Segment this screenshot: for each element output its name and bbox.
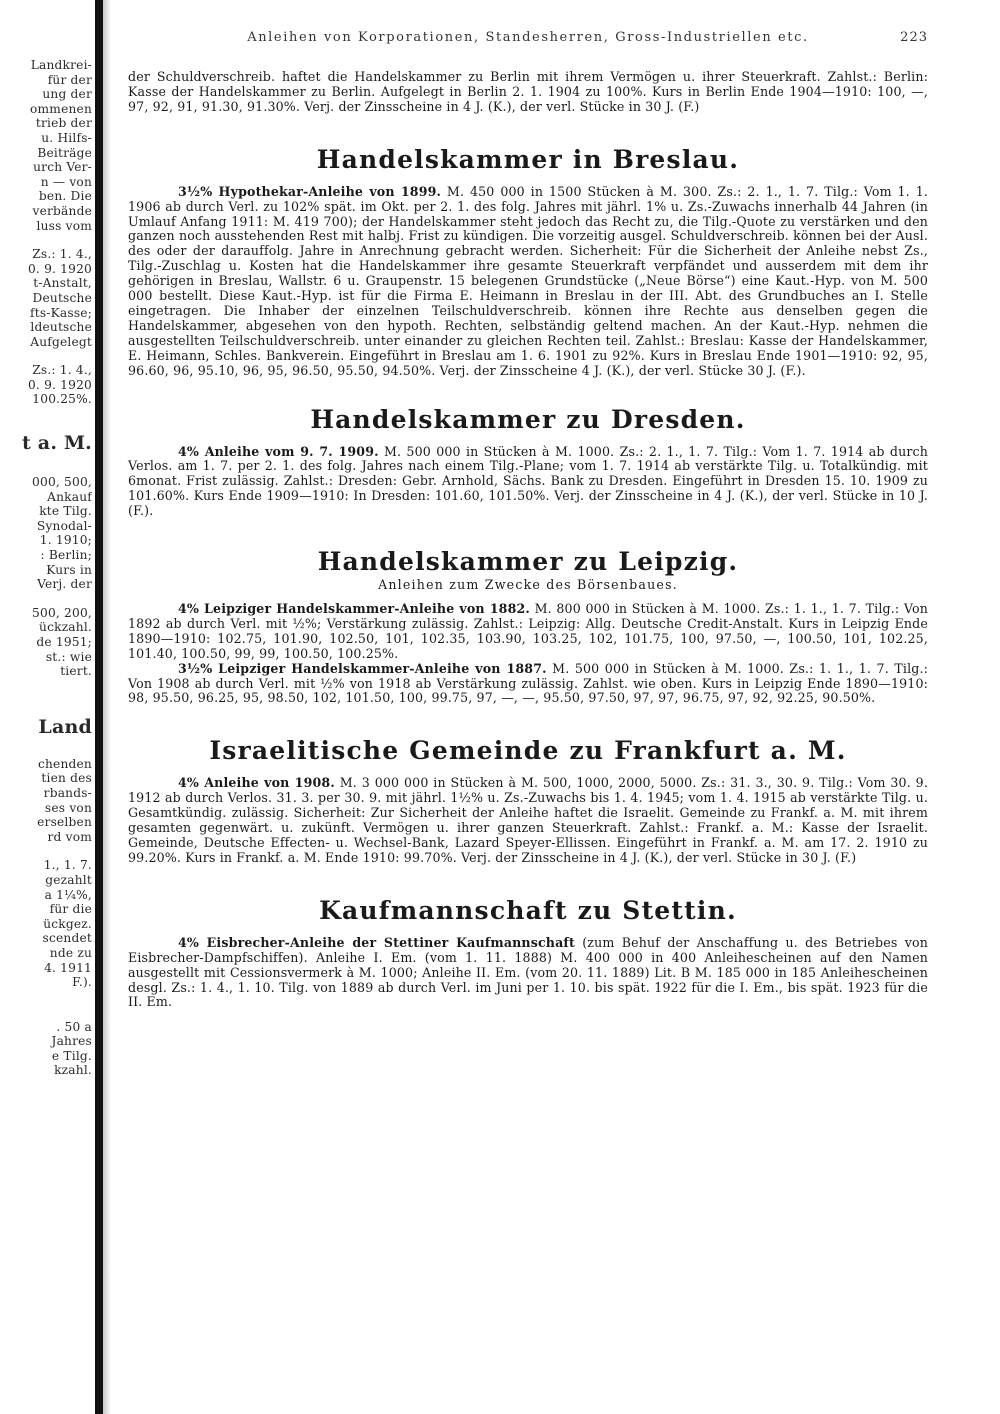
prev-col-line: 000, 500, — [32, 475, 92, 490]
prev-col-block — [0, 1020, 92, 1078]
prev-col-line: ückgez. — [43, 916, 92, 931]
entry-text: (zum Behuf der Anschaffung u. des Betriebes von Eisbrecher-Dampfschiffen). Anleihe I. Em. (vom 1. 11. 1888) M. 400 000 in 400 Anleihescheinen auf den Namen ausgestellt mit Cessionsvermerk à M. 1000; Anleihe II. Em. (vom 20. 11. 1889) Lit. B M. 185 000 in 185 Anleihescheinen desgl. Zs.: 1. 4., 1. 10. Tilg. von 1889 ab durch Verl. im Juni per 1. 10. bis spät. 1922 für die I. Em., bis spät. 1923 für die II. Em. — [128, 934, 928, 1010]
prev-col-heading: Land — [38, 715, 92, 738]
section-heading: Israelitische Gemeinde zu Frankfurt a. M. — [209, 736, 847, 766]
prev-col-line: Zs.: 1. 4., — [32, 247, 92, 262]
prev-col-line: urch Ver- — [33, 160, 92, 175]
main-column — [128, 30, 928, 1010]
prev-col-line: 1., 1. 7. — [43, 858, 92, 873]
prev-col-line: fts-Kasse; — [30, 305, 92, 320]
prev-col-line: ldeutsche — [30, 320, 92, 335]
prev-col-block — [0, 247, 92, 349]
prev-col-line: kzahl. — [54, 1063, 92, 1078]
prev-col-line: F.). — [72, 975, 92, 990]
prev-col-line: Landkrei- — [30, 58, 92, 72]
prev-col-block — [0, 757, 92, 845]
prev-col-line: n — von — [40, 174, 92, 189]
prev-col-block — [0, 363, 92, 407]
prev-col-line: Verj. der — [37, 577, 92, 592]
prev-col-line: 500, 200, — [32, 605, 92, 620]
binding-gutter — [95, 0, 103, 1414]
entry-lead: 3½% Hypothekar-Anleihe von 1899. — [178, 183, 442, 199]
prev-col-line: ung der — [42, 87, 92, 102]
previous-page-column — [0, 58, 92, 1414]
entry-paragraph — [128, 776, 928, 865]
prev-col-line: t-Anstalt, — [33, 276, 92, 291]
section-heading: Handelskammer in Breslau. — [316, 144, 740, 174]
gutter-shadow — [103, 0, 111, 1414]
prev-col-line: rd vom — [47, 829, 92, 844]
section-heading: Handelskammer zu Dresden. — [310, 404, 746, 434]
entry-text: M. 500 000 in Stücken à M. 1000. Zs.: 2. 1., 1. 7. Tilg.: Vom 1. 7. 1914 ab durch Verlos. am 1. 7. per 2. 1. des folg. Jahres nach einem Tilg.-Plane; vom 1. 7. 1914 ab verstärkte Tilg. u. Totalkündig. mit 6monat. Frist zulässig. Zahlst.: Dresden: Gebr. Arnhold, Sächs. Bank zu Dresden. Eingeführt in Dresden 15. 10. 1909 zu 101.60%. Kurs Ende 1909—1910: In Dresden: 101.60, 101.50%. Verj. der Zinsscheine in 4 J. (K.), der verl. Stücke in 10 J. (F.). — [128, 443, 928, 519]
prev-col-block — [0, 58, 92, 233]
prev-col-line: Deutsche — [32, 290, 92, 305]
prev-col-line: Zs.: 1. 4., — [32, 363, 92, 378]
prev-col-line: 100.25%. — [32, 392, 92, 407]
sections-container — [128, 115, 928, 1011]
intro-paragraph: der Schuldverschreib. haftet die Handelskammer zu Berlin mit ihrem Vermögen u. ihrer Steuerkraft. Zahlst.: Berlin: Kasse der Handelskammer zu Berlin. Aufgelegt in Berlin 2. 1. 1904 zu 100%. Kurs in Berlin Ende 1904—1910: 100, —, 97, 92, 91, 91.30, 91.30%. Verj. der Zinsscheine in 4 J. (K.), der verl. Stücke in 30 J. (F.) — [128, 69, 928, 114]
prev-col-line: 4. 1911 — [44, 960, 92, 975]
prev-col-block — [0, 606, 92, 679]
entry-lead: 4% Anleihe von 1908. — [178, 775, 335, 791]
prev-col-line: e Tilg. — [51, 1048, 92, 1063]
entry-paragraph — [128, 662, 928, 707]
prev-col-line: Ankauf — [47, 489, 92, 504]
section-heading: Kaufmannschaft zu Stettin. — [319, 895, 737, 925]
prev-col-heading: t a. M. — [22, 432, 92, 455]
prev-col-line: kte Tilg. — [39, 504, 92, 519]
prev-col-block — [0, 858, 92, 989]
entry-paragraph — [128, 936, 928, 1011]
prev-col-line: trieb der — [35, 116, 92, 131]
prev-col-line: luss vom — [36, 218, 92, 233]
prev-col-line: ückzahl. — [39, 620, 92, 635]
prev-col-line: 0. 9. 1920 — [27, 261, 92, 276]
prev-col-line: gezahlt — [45, 872, 92, 887]
prev-col-line: 1. 1910; — [39, 533, 92, 548]
prev-col-line: für der — [47, 72, 92, 87]
entry-paragraph — [128, 602, 928, 662]
entry-paragraph — [128, 445, 928, 520]
entry-lead: 3½% Leipziger Handelskammer-Anleihe von 1887. — [178, 660, 547, 676]
prev-col-line: Aufgelegt — [30, 334, 92, 349]
prev-col-line: Kurs in — [46, 562, 92, 577]
page-number: 223 — [900, 30, 928, 45]
entry-text: M. 800 000 in Stücken à M. 1000. Zs.: 1. 1., 1. 7. Tilg.: Von 1892 ab durch Verl. mit ½%; Verstärkung zulässig. Zahlst.: Leipzig: Allg. Deutsche Credit-Anstalt. Kurs in Leipzig Ende 1890—1910: 102.75, 101.90, 102.50, 101, 102.35, 103.90, 103.25, 102, 101.75, 100, 97.50, —, 100.50, 101, 102.25, 101.40, 100.50, 99, 99, 100.50, 100.25%. — [128, 601, 928, 661]
prev-col-line: a 1¼%, — [44, 887, 92, 902]
prev-col-line: de 1951; — [36, 635, 92, 649]
running-head — [128, 30, 928, 52]
prev-col-line: ben. Die — [38, 189, 92, 204]
prev-col-line: : Berlin; — [40, 548, 92, 563]
prev-col-line: verbände — [32, 203, 92, 218]
prev-col-line: chenden — [37, 756, 92, 771]
prev-col-line: erselben — [37, 815, 92, 830]
section-heading: Handelskammer zu Leipzig. — [317, 547, 739, 577]
prev-col-line: scendet — [42, 931, 92, 946]
entry-text: M. 450 000 in 1500 Stücken à M. 300. Zs.: 2. 1., 1. 7. Tilg.: Vom 1. 1. 1906 ab durch Verl. zu 102% spät. im Okt. per 2. 1. des folg. Jahres mit jährl. 1% u. Zs.-Zuwachs innerhalb 44 Jahren (in Umlauf Anfang 1911: M. 419 700); der Handelskammer steht jedoch das Recht zu, die Tilg.-Quote zu verstärken und den ganzen noch ausstehenden Rest mit halbj. Frist zu kündigen. Die vorzeitig ausgel. Schuldverschreib. können bei der Ausl. des oder der darauffolg. Jahre in Anrechnung gebracht werden. Sicherheit: Für die Sicherheit der Anleihe nebst Zs., Tilg.-Zuschlag u. Kosten hat die Handelskammer ihre gesamte Steuerkraft verpfändet und ausserdem mit dem ihr gehörigen in Breslau, Wallstr. 6 u. Graupenstr. 15 belegenen Grundstücke („Neue Börse“) eine Kaut.-Hyp. von M. 500 000 bestellt. Diese Kaut.-Hyp. ist für die Firma E. Heimann in Breslau in der III. Abt. des Grundbuches an I. Stelle eingetragen. Die Inhaber der einzelnen Teilschuldverschreib. können ihre Rechte aus denselben gegen die Handelskammer, abgesehen von den hypoth. Rechten, selbständig geltend machen. An der Kaut.-Hyp. nehmen die ausgestellten Teilschuldverschreib. unter einander zu gleichen Rechten teil. Zahlst.: Breslau: Kasse der Handelskammer, E. Heimann, Schles. Bankverein. Eingeführt in Breslau am 1. 6. 1901 zu 92%. Kurs in Breslau Ende 1901—1910: 92, 95, 96.60, 96, 95.10, 96, 95, 96.50, 95.50, 94.50%. Verj. der Zinsscheine 4 J. (K.), der verl. Stücke 30 J. (F.). — [128, 183, 929, 378]
entry-text: M. 500 000 in Stücken à M. 1000. Zs.: 1. 1., 1. 7. Tilg.: Von 1908 ab durch Verl. mit ½% von 1918 ab Verstärkung zulässig. Zahlst. wie oben. Kurs in Leipzig Ende 1890—1910: 98, 95.50, 96.25, 95, 98.50, 102, 101.50, 100, 99.75, 97, —, —, 95.50, 97.50, 97, 97, 96.75, 97, 92, 92.25, 90.50%. — [128, 660, 929, 706]
prev-col-line: . 50 a — [56, 1019, 92, 1034]
prev-col-line: st.: wie — [45, 649, 92, 664]
entry-paragraph — [128, 185, 928, 379]
prev-col-line: ses von — [44, 800, 92, 815]
prev-col-line: 0. 9. 1920 — [27, 377, 92, 392]
prev-col-line: Jahres — [51, 1034, 92, 1049]
prev-col-line: rbands- — [43, 785, 92, 800]
prev-col-line: Synodal- — [36, 518, 92, 533]
prev-col-line: Beiträge — [37, 145, 92, 160]
entry-lead: 4% Anleihe vom 9. 7. 1909. — [178, 443, 379, 459]
entry-lead: 4% Eisbrecher-Anleihe der Stettiner Kaufmannschaft — [178, 934, 575, 950]
entry-lead: 4% Leipziger Handelskammer-Anleihe von 1882. — [178, 601, 530, 617]
entry-text: M. 3 000 000 in Stücken à M. 500, 1000, 2000, 5000. Zs.: 31. 3., 30. 9. Tilg.: Vom 30. 9. 1912 ab durch Verlos. 31. 3. per 30. 9. mit jährl. 1½% u. Zs.-Zuwachs bis 1. 4. 1945; vom 1. 4. 1915 ab verstärkte Tilg. u. Gesamtkündig. zulässig. Sicherheit: Zur Sicherheit der Anleihe haftet die Israelit. Gemeinde zu Frankf. a. M. mit ihrem gesamten gegenwärt. u. zukünft. Vermögen u. ihrer ganzen Steuerkraft. Zahlst.: Frankf. a. M.: Kasse der Israelit. Gemeinde, Deutsche Effecten- u. Wechsel-Bank, Lazard Speyer-Ellissen. Eingeführt in Frankf. a. M. am 17. 2. 1910 zu 99.20%. Kurs in Frankf. a. M. Ende 1910: 99.70%. Verj. der Zinsscheine in 4 J. (K.), der verl. Stücke in 30 J. (F.) — [128, 775, 929, 865]
prev-col-block — [0, 475, 92, 592]
prev-col-line: tiert. — [60, 664, 92, 679]
running-head-title: Anleihen von Korporationen, Standesherren, Gross-Industriellen etc. — [247, 30, 809, 45]
prev-col-line: u. Hilfs- — [41, 130, 92, 145]
prev-col-line: nde zu — [49, 945, 92, 960]
section-subheading: Anleihen zum Zwecke des Börsenbaues. — [378, 577, 678, 593]
prev-col-line: tien des — [41, 771, 92, 786]
prev-col-line: ommenen — [30, 101, 92, 116]
prev-col-line: für die — [49, 902, 92, 917]
